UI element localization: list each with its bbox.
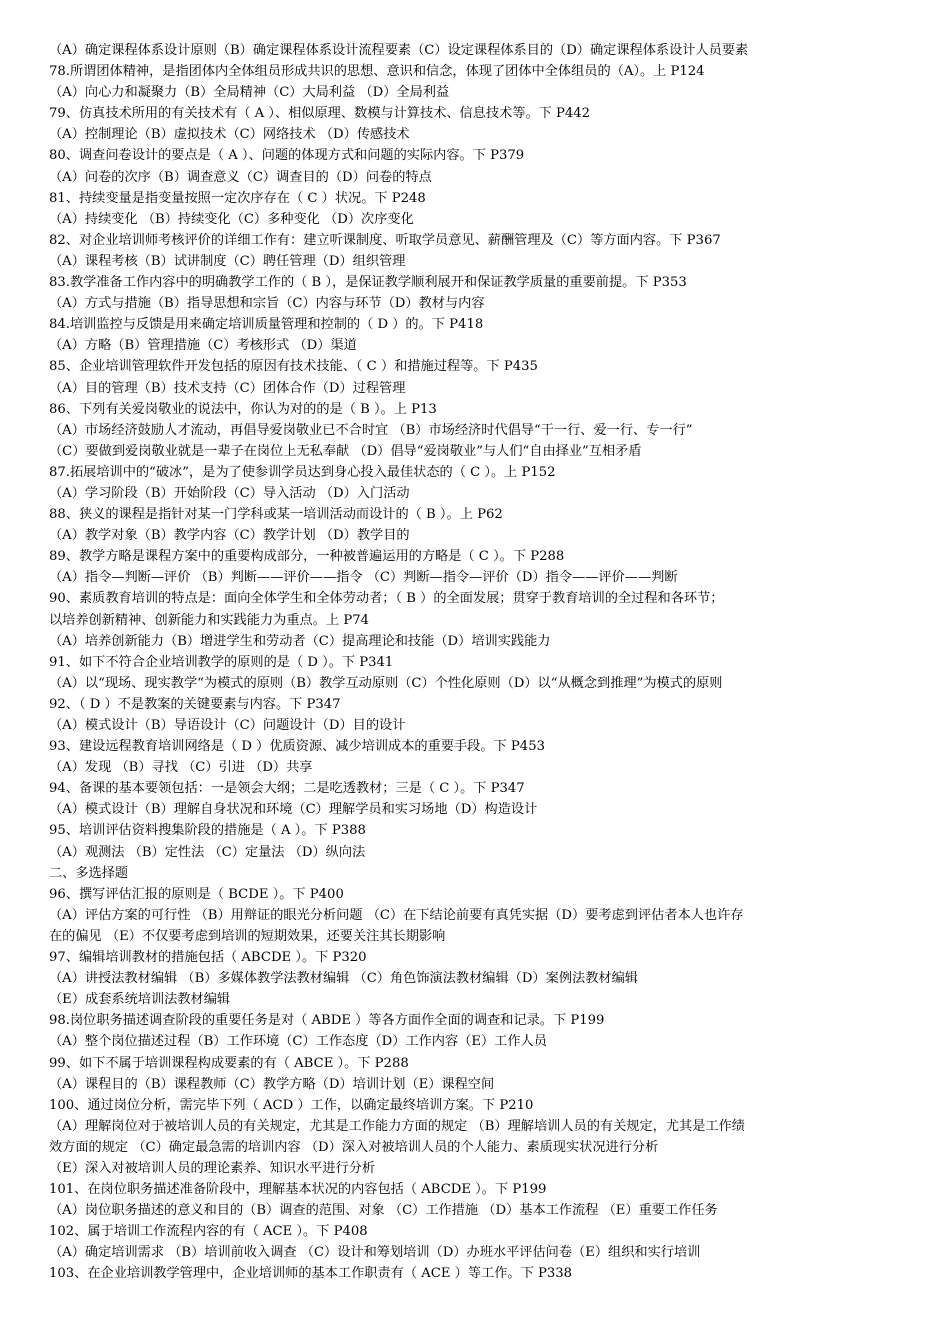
question-stem: 84.培训监控与反馈是用来确定培训质量管理和控制的（ D ）的。下 P418: [49, 317, 484, 333]
answer-options: 在的偏见 （E）不仅要考虑到培训的短期效果，还要关注其长期影响: [49, 928, 446, 944]
question-stem: 96、撰写评估汇报的原则是（ BCDE ）。下 P400: [49, 886, 344, 902]
answer-options: （A）评估方案的可行性 （B）用辩证的眼光分析问题 （C）在下结论前要有真凭实据（D）要考虑到评估者本人也许存: [49, 907, 744, 923]
question-stem: 85、企业培训管理软件开发包括的原因有技术技能、（ C ）和措施过程等。下 P435: [49, 359, 538, 375]
answer-options: （E）深入对被培训人员的理论素养、知识水平进行分析: [49, 1160, 376, 1176]
answer-options: （A）模式设计（B）导语设计（C）问题设计（D）目的设计: [49, 718, 406, 733]
answer-options: 效方面的规定 （C）确定最急需的培训内容 （D）深入对被培训人员的个人能力、素质现实状况进行分析: [49, 1139, 659, 1155]
answer-options: （A）向心力和凝聚力（B）全局精神（C）大局利益 （D）全局利益: [49, 85, 450, 101]
question-stem: 103、在企业培训教学管理中，企业培训师的基本工作职责有（ ACE ）等工作。下 P338: [49, 1266, 573, 1282]
section-heading: 二、多选择题: [49, 865, 129, 881]
answer-options: （A）市场经济鼓励人才流动，再倡导爱岗敬业已不合时宜 （B）市场经济时代倡导“干一行、爱一行、专一行”: [49, 422, 693, 438]
question-stem: 83.教学准备工作内容中的明确教学工作的（ B ），是保证教学顺利展开和保证教学质量的重要前提。下 P353: [49, 275, 687, 291]
question-stem: 99、如下不属于培训课程构成要素的有（ ABCE ）。下 P288: [49, 1055, 409, 1071]
question-stem: 95、培训评估资料搜集阶段的措施是（ A ）。下 P388: [49, 823, 366, 839]
question-stem: 78.所谓团体精神，是指团体内全体组员形成共识的思想、意识和信念，体现了团体中全体组员的（A）。上 P124: [49, 64, 705, 80]
answer-options: （A）目的管理（B）技术支持（C）团体合作（D）过程管理: [49, 380, 406, 396]
question-stem: 100、通过岗位分析，需完毕下列（ ACD ）工作，以确定最终培训方案。下 P210: [49, 1097, 534, 1113]
answer-options: （A）课程考核（B）试讲制度（C）聘任管理（D）组织管理: [49, 253, 406, 269]
answer-options: （A）学习阶段（B）开始阶段（C）导入活动 （D）入门活动: [49, 485, 410, 501]
question-stem: 81、持续变量是指变量按照一定次序存在（ C ）状况。下 P248: [49, 190, 426, 206]
question-stem: 92、（ D ）不是教案的关键要素与内容。下 P347: [49, 696, 341, 712]
question-stem: 94、备课的基本要领包括：一是领会大纲；二是吃透教材；三是（ C ）。下 P347: [49, 781, 525, 797]
answer-options: （A）教学对象（B）教学内容（C）教学计划 （D）教学目的: [49, 528, 410, 544]
answer-options: （A）讲授法教材编辑 （B）多媒体教学法教材编辑 （C）角色饰演法教材编辑（D）案例法教材编辑: [49, 971, 638, 987]
answer-options: （A）岗位职务描述的意义和目的（B）调查的范围、对象 （C）工作措施 （D）基本工作流程 （E）重要工作任务: [49, 1203, 718, 1219]
answer-options: （A）方式与措施（B）指导思想和宗旨（C）内容与环节（D）教材与内容: [49, 296, 485, 312]
answer-options: （A）理解岗位对于被培训人员的有关规定，尤其是工作能力方面的规定 （B）理解培训人员的有关规定，尤其是工作绩: [49, 1118, 745, 1134]
answer-options: （A）培养创新能力（B）增进学生和劳动者（C）提高理论和技能（D）培训实践能力: [49, 633, 551, 649]
question-stem: 98.岗位职务描述调查阶段的重要任务是对（ ABDE ）等各方面作全面的调查和记录。下 P199: [49, 1013, 605, 1029]
question-stem: 89、教学方略是课程方案中的重要构成部分，一种被普遍运用的方略是（ C ）。下 P288: [49, 549, 565, 565]
text-line: （A）确定课程体系设计原则（B）确定课程体系设计流程要素（C）设定课程体系目的（D）确定课程体系设计人员要素: [49, 43, 749, 58]
answer-options: （A）模式设计（B）理解自身状况和环境（C）理解学员和实习场地（D）构造设计: [49, 802, 538, 818]
question-stem: 80、调查问卷设计的要点是（ A ）、问题的体现方式和问题的实际内容。下 P379: [49, 148, 525, 164]
answer-options: （A）持续变化 （B）持续变化（C）多种变化 （D）次序变化: [49, 211, 414, 227]
answer-options: （A）观测法 （B）定性法 （C）定量法 （D）纵向法: [49, 844, 366, 860]
question-stem: 79、仿真技术所用的有关技术有（ A ）、相似原理、数模与计算技术、信息技术等。下 P442: [49, 106, 591, 122]
answer-options: （E）成套系统培训法教材编辑: [49, 992, 231, 1008]
answer-options: （A）课程目的（B）课程教师（C）教学方略（D）培训计划（E）课程空间: [49, 1076, 495, 1092]
question-stem: 86、下列有关爱岗敬业的说法中，你认为对的的是（ B ）。上 P13: [49, 401, 437, 417]
question-stem: 91、如下不符合企业培训教学的原则的是（ D ）。下 P341: [49, 654, 394, 670]
question-stem: 以培养创新精神、创新能力和实践能力为重点。上 P74: [49, 612, 369, 628]
question-stem: 93、建设远程教育培训网络是（ D ）优质资源、减少培训成本的重要手段。下 P453: [49, 739, 545, 755]
answer-options: （A）发现 （B）寻找 （C）引进 （D）共享: [49, 760, 313, 776]
question-stem: 97、编辑培训教材的措施包括（ ABCDE ）。下 P320: [49, 950, 367, 966]
answer-options: （A）控制理论（B）虚拟技术（C）网络技术 （D）传感技术: [49, 127, 410, 143]
question-stem: 82、对企业培训师考核评价的详细工作有：建立听课制度、听取学员意见、薪酬管理及（C）等方面内容。下 P367: [49, 232, 721, 248]
question-stem: 88、狭义的课程是指针对某一门学科或某一培训活动而设计的（ B ）。上 P62: [49, 507, 503, 523]
answer-options: （C）要做到爱岗敬业就是一辈子在岗位上无私奉献 （D）倡导“爱岗敬业”与人们“自由择业”互相矛盾: [49, 443, 642, 459]
question-stem: 87.拓展培训中的“破冰”，是为了使参训学员达到身心投入最佳状态的（ C ）。上 P152: [49, 464, 556, 480]
question-stem: 101、在岗位职务描述准备阶段中，理解基本状况的内容包括（ ABCDE ）。下 P199: [49, 1182, 547, 1198]
answer-options: （A）方略（B）管理措施（C）考核形式 （D）渠道: [49, 338, 357, 354]
answer-options: （A）以“现场、现实教学“为模式的原则（B）教学互动原则（C）个性化原则（D）以“从概念到推理”为模式的原则: [49, 675, 723, 691]
question-stem: 102、属于培训工作流程内容的有（ ACE ）。下 P408: [49, 1224, 368, 1240]
answer-options: （A）整个岗位描述过程（B）工作环境（C）工作态度（D）工作内容（E）工作人员: [49, 1034, 547, 1050]
answer-options: （A）问卷的次序（B）调查意义（C）调查目的（D）问卷的特点: [49, 169, 432, 185]
answer-options: （A）确定培训需求 （B）培训前收入调查 （C）设计和筹划培训（D）办班水平评估问卷（E）组织和实行培训: [49, 1245, 701, 1261]
answer-options: （A）指令—判断—评价 （B）判断——评价——指令 （C）判断—指令—评价（D）指令——评价——判断: [49, 570, 678, 586]
question-stem: 90、素质教育培训的特点是：面向全体学生和全体劳动者；（ B ）的全面发展；贯穿于教育培训的全过程和各环节；: [49, 591, 724, 607]
